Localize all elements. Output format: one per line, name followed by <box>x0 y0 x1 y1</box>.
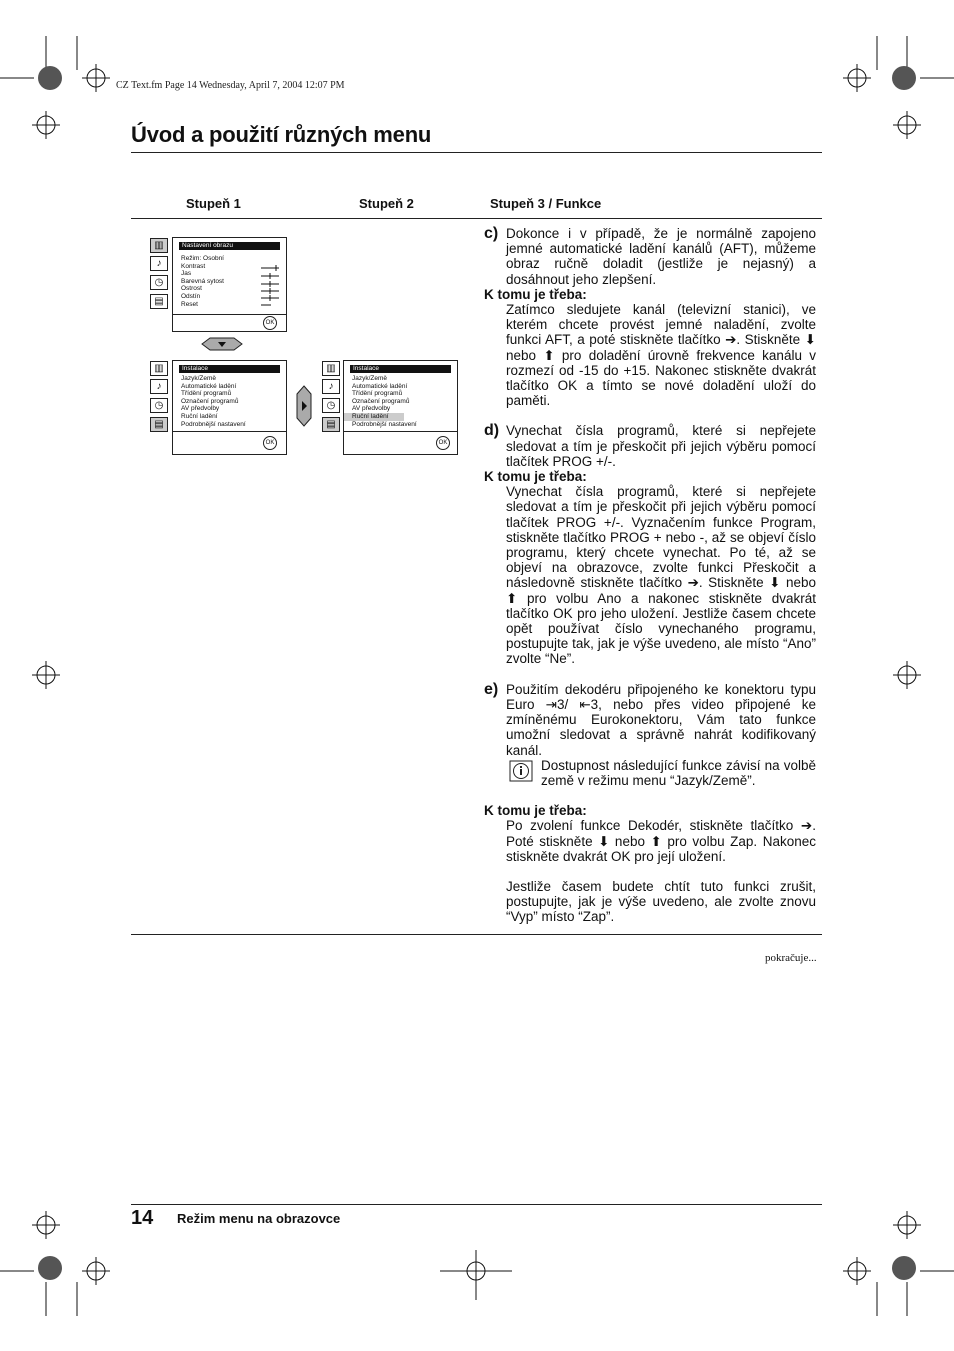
continued-note: pokračuje... <box>765 952 817 964</box>
installation-menu <box>172 360 287 455</box>
column-header-step2: Stupeň 2 <box>359 196 414 211</box>
menu-title: Instalace <box>179 365 280 373</box>
section-label-e: e) <box>484 680 499 698</box>
ok-button-icon: OK <box>263 316 277 330</box>
column-header-step3: Stupeň 3 / Funkce <box>490 196 602 211</box>
timer-menu-icon: ◷ <box>150 275 168 290</box>
picture-menu-icon: ▥ <box>150 361 168 376</box>
menu-item: Označení programů <box>181 397 239 405</box>
picture-settings-menu <box>172 237 287 332</box>
menu-item: Jazyk/Země <box>352 375 388 382</box>
menu-item: AV předvolby <box>181 405 220 413</box>
info-icon <box>509 760 533 782</box>
menu-divider <box>344 431 457 432</box>
menu-item: Třídění programů <box>181 390 232 398</box>
picture-menu-icon: ▥ <box>322 361 340 376</box>
page-title: Úvod a použití různých menu <box>131 122 432 147</box>
right-arrow-button-icon <box>296 385 312 427</box>
section-e-body: Po zvolení funkce Dekodér, stiskněte tlačítko ➔. Poté stiskněte ⬇ nebo ⬆ pro volbu Zap. Nakonec stiskněte dvakrát OK pro její uložení. <box>506 818 816 864</box>
menu-title: Instalace <box>350 365 451 373</box>
column-header-rule <box>131 218 822 219</box>
level-sliders <box>259 264 281 308</box>
menu-item: Ostrost <box>181 285 202 293</box>
menu-item: Jas <box>181 270 192 278</box>
column-header-step1: Stupeň 1 <box>186 196 241 211</box>
menu-divider <box>173 431 286 432</box>
installation-menu-manual-tuning <box>343 360 458 455</box>
section-d-heading: K tomu je třeba: <box>484 469 587 485</box>
timer-menu-icon: ◷ <box>322 398 340 413</box>
sound-menu-icon: ♪ <box>150 379 168 394</box>
content-bottom-rule <box>131 934 822 935</box>
setup-menu-icon: ▤ <box>322 417 340 432</box>
menu-item: Kontrast <box>181 262 206 270</box>
menu-item: Třídění programů <box>352 390 403 398</box>
timer-menu-icon: ◷ <box>150 398 168 413</box>
section-e-body2: Jestliže časem budete chtít tuto funkci zrušit, postupujte, jak je výše uvedeno, ale zvolte znovu “Vyp” místo “Zap”. <box>506 878 816 925</box>
page-number: 14 <box>131 1207 154 1229</box>
section-d-body: Vynechat čísla programů, které si nepřejete sledovat a tím je přeskočit při jejich výběru pomocí tlačítek PROG +/-. Vyznačením funkce Program, stiskněte tlačítko PROG + nebo -, až se objeví číslo programu, který chcete vynechat. Po té, až se objeví na obrazovce, zvolte funkci Přeskočit a následovně stiskněte tlačítko ➔. Stiskněte ⬇ nebo ⬆ pro volbu Ano a nakonec stiskněte dvakrát tlačítko OK pro jeho uložení. Jestliže časem chcete opět používat číslo vynechaného programu, postupujte tak, jak je výše uvedeno, ale místo “Ano” zvolte “Ne”. <box>506 484 816 667</box>
menu-item: Reset <box>181 300 198 308</box>
section-c-intro: Dokonce i v případě, že je normálně zapojeno jemné automatické ladění kanálů (AFT), můžeme obraz ručně doladit (jestliže je nejasný) a dosáhnout jeho zlepšení. <box>506 226 816 287</box>
ok-button-icon: OK <box>436 436 450 450</box>
setup-menu-icon: ▤ <box>150 294 168 309</box>
menu-divider <box>173 314 286 315</box>
setup-menu-icon: ▤ <box>150 417 168 432</box>
menu-item: Odstín <box>181 292 201 300</box>
section-c-heading: K tomu je třeba: <box>484 286 587 302</box>
down-arrow-button-icon <box>200 337 244 351</box>
menu-item: Automatické ladění <box>352 382 408 390</box>
menu-title: Nastavení obrazu <box>179 242 280 250</box>
title-rule <box>131 152 822 153</box>
menu-item: Barevná sytost <box>181 277 224 285</box>
menu-item: Režim: Osobní <box>181 255 224 262</box>
section-d-intro: Vynechat čísla programů, které si nepřejete sledovat a tím je přeskočit při jejich výběru pomocí tlačítek PROG +/-. <box>506 423 816 469</box>
section-e-note: Dostupnost následující funkce závisí na volbě země v režimu menu “Jazyk/Země”. <box>541 757 816 788</box>
menu-item: AV předvolby <box>352 405 391 413</box>
picture-menu-icon: ▥ <box>150 238 168 253</box>
section-e-heading: K tomu je třeba: <box>484 803 587 819</box>
menu-item: Podrobnější nastavení <box>181 420 246 428</box>
menu-item: Podrobnější nastavení <box>352 420 417 428</box>
section-label-d: d) <box>484 422 500 440</box>
footer-section-title: Režim menu na obrazovce <box>177 1211 341 1226</box>
sound-menu-icon: ♪ <box>150 256 168 271</box>
section-c-body: Zatímco sledujete kanál (televizní stanici), ve kterém chcete provést jemné naladění, zvolte funkci AFT, a poté stiskněte tlačítko ➔. Stiskněte ⬇ nebo ⬆ pro doladění úrovně frekvence kanálu v rozmezí od -15 do +15. Nakonec stiskněte dvakrát tlačítko OK a tímto se nové doladění uloží do paměti. <box>506 302 816 409</box>
menu-item: Označení programů <box>352 397 410 405</box>
menu-item: Automatické ladění <box>181 382 237 390</box>
menu-item: Jazyk/Země <box>181 375 217 382</box>
menu-item: Ruční ladění <box>181 412 218 420</box>
section-label-c: c) <box>484 225 499 242</box>
print-header-meta: CZ Text.fm Page 14 Wednesday, April 7, 2004 12:07 PM <box>116 80 345 91</box>
function-text-column <box>484 226 816 925</box>
section-e-intro: Použitím dekodéru připojeného ke konektoru typu Euro ⇥3/ ⇤3, nebo přes video připojené ke zmíněnému Eurokonektoru, Vám tato funkce umožní sledovat a správně nahrát kodifikovaný kanál. <box>506 681 816 758</box>
footer-rule <box>131 1204 822 1205</box>
sound-menu-icon: ♪ <box>322 379 340 394</box>
menu-item-selected: Ruční ladění <box>344 413 404 421</box>
ok-button-icon: OK <box>263 436 277 450</box>
